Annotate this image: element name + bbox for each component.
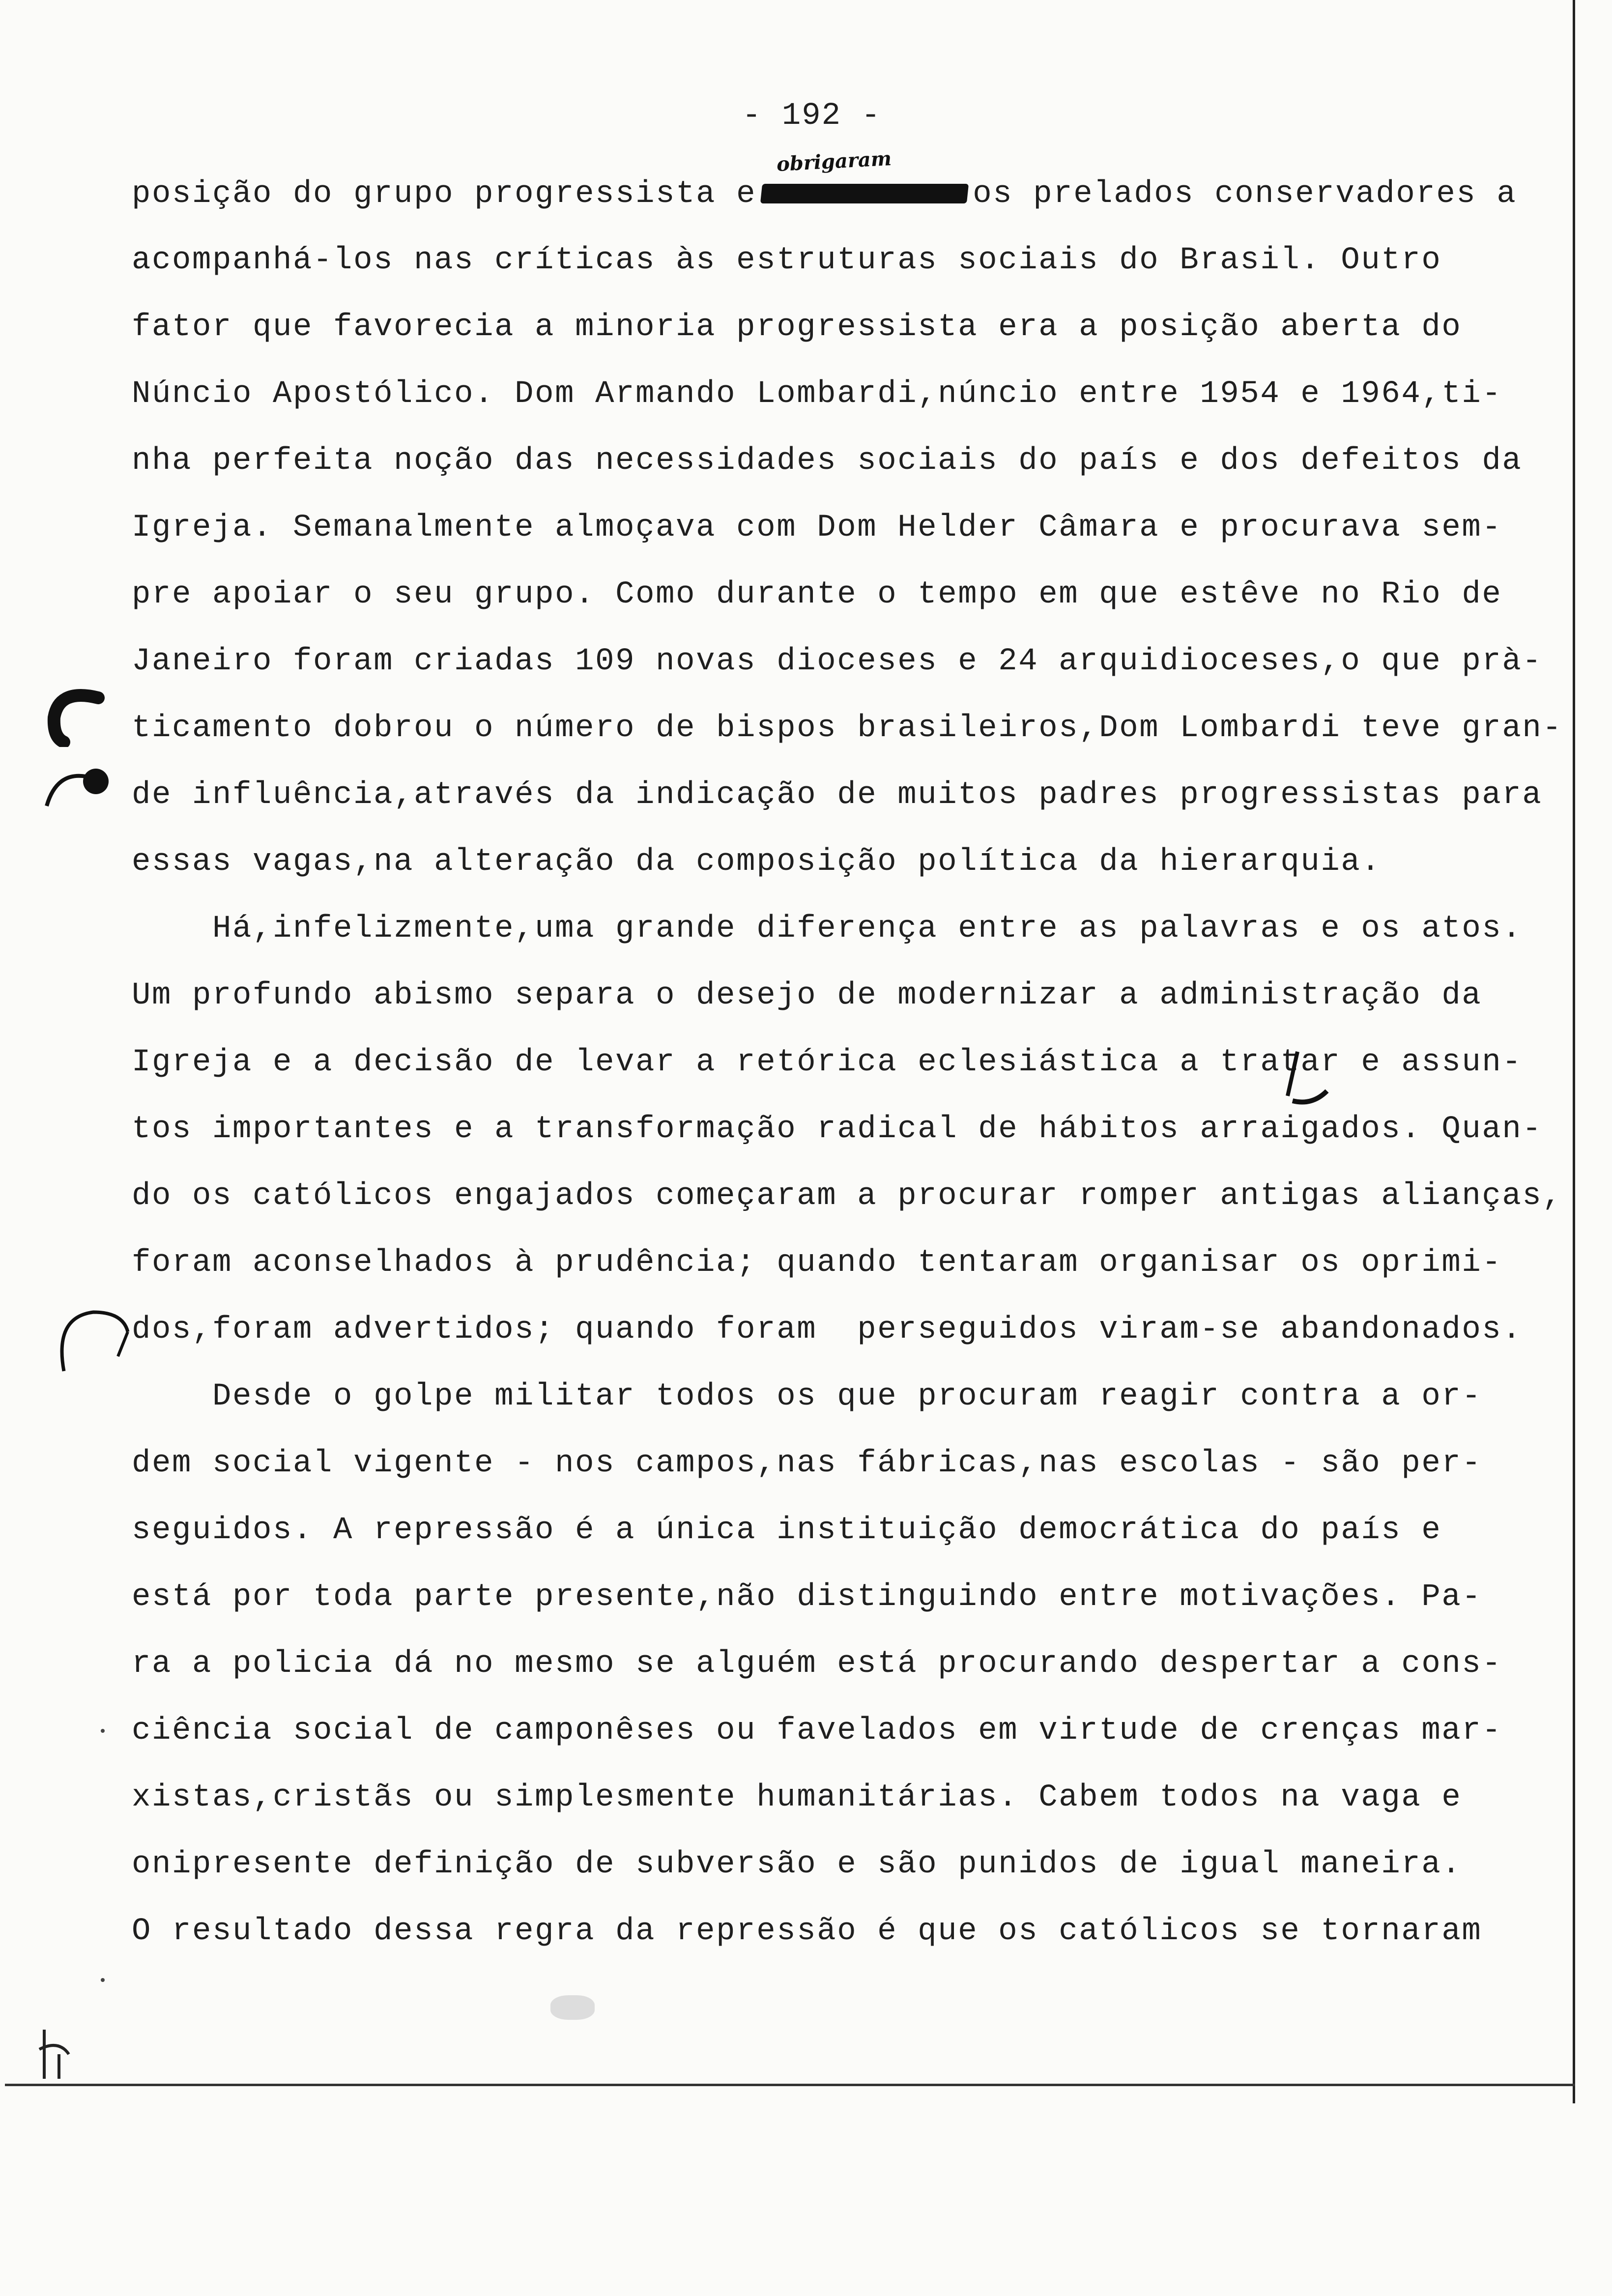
margin-arc-mark	[54, 1297, 133, 1376]
text-line-11: essas vagas,na alteração da composição política da hierarquia.	[132, 844, 1382, 880]
text-line-1-part-b: os prelados conservadores a	[973, 176, 1517, 212]
text-line-18: dos,foram advertidos; quando foram perseguidos viram-se abandonados.	[132, 1312, 1523, 1348]
ink-speck	[101, 1729, 105, 1733]
text-line-21: seguidos. A repressão é a única instituição democrática do país e	[132, 1513, 1442, 1548]
paper-stain	[550, 1995, 595, 2020]
text-line-26: onipresente definição de subversão e são punidos de igual maneira.	[132, 1847, 1462, 1882]
text-line-10: de influência,através da indicação de muitos padres progressistas para	[132, 777, 1543, 813]
page-edge-horizontal-rule	[5, 2084, 1575, 2086]
handwritten-insertion: obrigaram	[776, 146, 892, 176]
text-line-17: foram aconselhados à prudência; quando tentaram organisar os oprimi-	[132, 1245, 1502, 1281]
text-line-4: Núncio Apostólico. Dom Armando Lombardi,núncio entre 1954 e 1964,ti-	[132, 376, 1502, 412]
text-line-16: do os católicos engajados começaram a procurar romper antigas alianças,	[132, 1178, 1563, 1214]
text-line-19: Desde o golpe militar todos os que procuram reagir contra a or-	[132, 1379, 1482, 1414]
text-line-15: tos importantes e a transformação radical de hábitos arraigados. Quan-	[132, 1112, 1543, 1147]
text-line-2: acompanhá-los nas críticas às estruturas sociais do Brasil. Outro	[132, 243, 1442, 278]
text-line-8: Janeiro foram criadas 109 novas dioceses e 24 arquidioceses,o que prà-	[132, 644, 1543, 679]
margin-bracket-mark	[39, 688, 108, 747]
text-line-13: Um profundo abismo separa o desejo de modernizar a administração da	[132, 978, 1482, 1013]
text-line-23: ra a policia dá no mesmo se alguém está procurando despertar a cons-	[132, 1646, 1502, 1682]
text-line-22: está por toda parte presente,não distinguindo entre motivações. Pa-	[132, 1579, 1482, 1615]
text-line-27: O resultado dessa regra da repressão é que os católicos se tornaram	[132, 1914, 1482, 1949]
corner-scribble	[29, 2020, 88, 2089]
page-number: - 192 -	[742, 98, 881, 134]
text-line-24: ciência social de camponêses ou favelados em virtude de crenças mar-	[132, 1713, 1502, 1749]
text-line-5: nha perfeita noção das necessidades sociais do país e dos defeitos da	[132, 443, 1523, 479]
text-line-14: Igreja e a decisão de levar a retórica eclesiástica a tratar e assun-	[132, 1045, 1523, 1080]
text-line-7: pre apoiar o seu grupo. Como durante o tempo em que estêve no Rio de	[132, 577, 1502, 612]
redaction-bar	[760, 184, 969, 203]
text-line-25: xistas,cristãs ou simplesmente humanitárias. Cabem todos na vaga e	[132, 1780, 1462, 1815]
margin-curl-mark	[42, 762, 120, 811]
text-line-6: Igreja. Semanalmente almoçava com Dom Helder Câmara e procurava sem-	[132, 510, 1502, 545]
text-line-12: Há,infelizmente,uma grande diferença entre as palavras e os atos.	[132, 911, 1523, 947]
text-line-3: fator que favorecia a minoria progressista era a posição aberta do	[132, 310, 1462, 345]
correction-mark	[1268, 1047, 1347, 1106]
text-line-9: ticamento dobrou o número de bispos brasileiros,Dom Lombardi teve gran-	[132, 711, 1563, 746]
text-line-1-part-a: posição do grupo progressista e	[132, 176, 757, 212]
ink-speck	[101, 1978, 105, 1982]
text-line-1	[132, 174, 1517, 214]
page-edge-vertical-rule	[1573, 0, 1575, 2103]
text-line-20: dem social vigente - nos campos,nas fábricas,nas escolas - são per-	[132, 1446, 1482, 1481]
